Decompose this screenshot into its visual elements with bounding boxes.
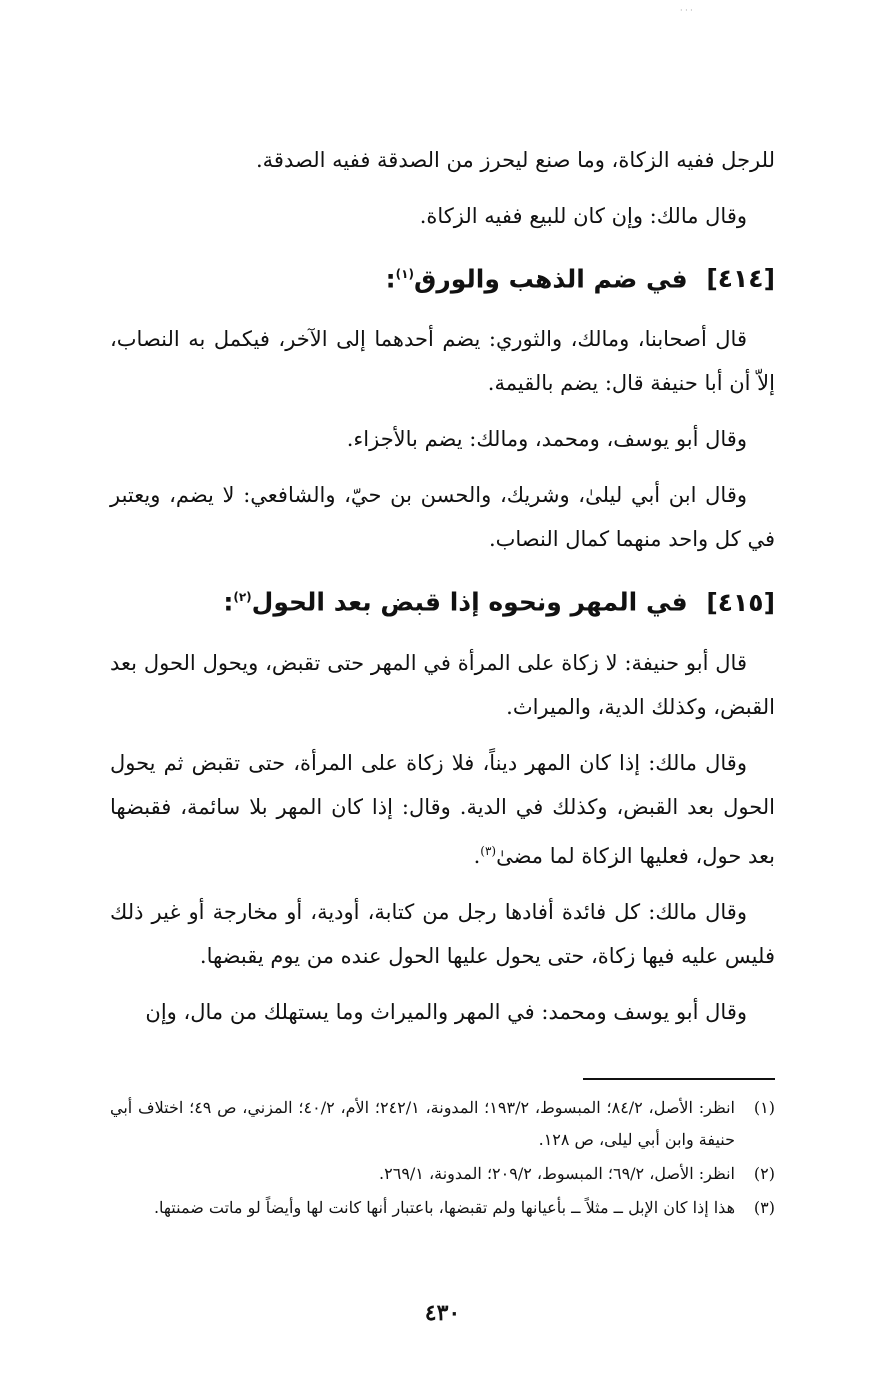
top-mark: · · · [680,6,693,15]
footnote [110,1092,775,1156]
footnote-text: انظر: الأصل، ٨٤/٢؛ المبسوط، ١٩٣/٢؛ المدونة، ٢٤٢/١؛ الأم، ٤٠/٢؛ المزني، ص ٤٩؛ اختلاف أبي حنيفة وابن أبي ليلى، ص ١٢٨. [110,1098,736,1149]
footnote-label: (١) [753,1098,775,1117]
footnote-ref: (٣) [480,843,497,858]
main-text [110,138,775,1046]
heading-colon: : [223,587,234,617]
intro-paragraph-2: وقال مالك: وإن كان للبيع ففيه الزكاة. [419,204,747,228]
paragraph-end: . [473,843,481,868]
footnote-text: انظر: الأصل، ٦٩/٢؛ المبسوط، ٢٠٩/٢؛ المدونة، ٢٦٩/١. [379,1164,735,1183]
footnote-ref: (٢) [233,590,252,605]
heading-colon: : [385,264,396,294]
footnote-text: هذا إذا كان الإبل ــ مثلاً ــ بأعيانها ولم تقبضها، باعتبار أنها كانت لها وأيضاً لو ماتت ضمنتها. [153,1198,735,1217]
paragraph: قال أبو حنيفة: لا زكاة على المرأة في المهر حتى تقبض، ويحول الحول بعد القبض، وكذلك الدية، والميراث. [110,650,775,719]
footnote-label: (٣) [753,1198,775,1217]
footnote [110,1192,775,1224]
section-heading-414 [110,252,775,301]
section-number: [٤١٤] [706,264,775,294]
section-title: في المهر ونحوه إذا قبض بعد الحول [251,587,688,617]
paragraph: وقال ابن أبي ليلىٰ، وشريك، والحسن بن حيّ، والشافعي: لا يضم، ويعتبر في كل واحد منهما كمال النصاب. [110,483,775,552]
intro-paragraph-1: للرجل ففيه الزكاة، وما صنع ليحرز من الصدقة ففيه الصدقة. [255,148,775,172]
footnote-divider [583,1078,775,1080]
footnote-ref: (١) [395,267,414,281]
section-number: [٤١٥] [706,587,775,617]
footnote [110,1158,775,1190]
footnotes [110,1092,775,1226]
paragraph: وقال أبو يوسف ومحمد: في المهر والميراث وما يستهلك من مال، وإن [145,999,747,1024]
paragraph [110,741,775,878]
section-heading-415 [110,575,775,624]
paragraph: قال أصحابنا، ومالك، والثوري: يضم أحدهما إلى الآخر، فيكمل به النصاب، إلاّ أن أبا حنيفة قال: يضم بالقيمة. [110,327,775,396]
paragraph: وقال مالك: كل فائدة أفادها رجل من كتابة، أودية، أو مخارجة أو غير ذلك فليس عليه فيها زكاة، حتى يحول عليها الحول عنده من يوم يقبضها. [110,899,775,968]
section-title: في ضم الذهب والورق [413,264,688,294]
paragraph-text: وقال مالك: إذا كان المهر ديناً، فلا زكاة على المرأة، حتى تقبض ثم يحول الحول بعد القبض، وكذلك في الدية. وقال: إذا كان المهر بلا سائمة، فقبضها بعد حول، فعليها الزكاة لما مضىٰ [110,750,775,868]
paragraph: وقال أبو يوسف، ومحمد، ومالك: يضم بالأجزاء. [346,427,747,452]
page-number: ٤٣٠ [424,1300,461,1326]
footnote-label: (٢) [753,1164,775,1183]
